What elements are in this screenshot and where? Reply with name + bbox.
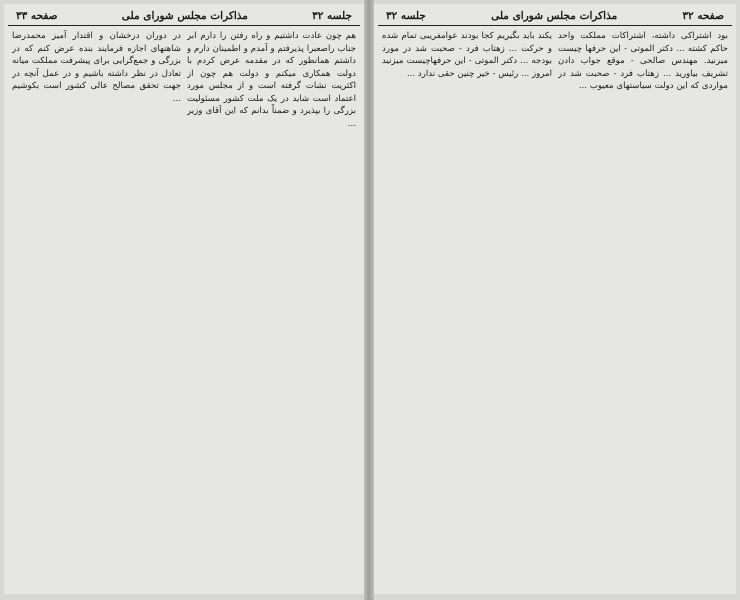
left-page-header bbox=[8, 4, 360, 26]
right-page-left-column-text: یکند باید بگیریم کجا بودند عوامفریبی تمام شده و حرکت ... زهتاب فرد - صحبت شد در مورد بودجه ... دکتر الموتی - این حرفهاچیست میزنید امروز ... رئیس - خیر چنین حقی ندارد ... bbox=[382, 31, 552, 79]
right-page-left-column bbox=[382, 30, 552, 582]
right-header-title: مذاکرات مجلس شورای ملی bbox=[491, 10, 618, 22]
left-header-title: مذاکرات مجلس شورای ملی bbox=[121, 10, 248, 22]
right-header-page-number: صفحه ۳۲ bbox=[682, 10, 724, 22]
right-header-session: جلسه ۳۲ bbox=[386, 10, 426, 22]
left-page-right-column bbox=[187, 30, 356, 582]
left-page-right-column-text: هم چون عادت داشتیم و راه رفتن را دارم ابر جناب راصعبرا پذیرفتم و آمدم و اطمینان دارم و داشتم همانطور که در مقدمه عرض کردم با دولت همکاری میکنم و دولت هم چون از اکثریت نشات گرفته است و از مجلس مورد اعتماد است شاید در یک ملت کشور مسئولیت بزرگی را بپذیرد و ضمناً بدانم که این آقای وزیر ... bbox=[187, 31, 356, 129]
book-gutter bbox=[364, 0, 374, 600]
right-page-right-column-text: بود اشتراکی داشته، اشتراکات مملکت واحد حاکم کشته ... دکتر الموتی - این حرفها چیست میزنید. مهندس صالحی - موقع جواب دادن تشریف بیاورید ... زهتاب فرد - صحبت شد در مواردی که این دولت سیاستهای معیوب ... bbox=[558, 31, 728, 92]
left-page-left-column-text: در دوران درخشان و اقتدار آمیز محمدرضا شاهنهای اجازه فرمایند بنده عرض کنم که در بزرگی و جمع‌گرایی برای پیشرفت مملکت میانه تعادل در نظر داشته باشیم و در عمل آنچه در جهت تحقق مصالح عالی کشور است بکوشیم ... bbox=[12, 31, 181, 104]
right-page-right-column bbox=[558, 30, 728, 582]
right-page-header bbox=[378, 4, 732, 26]
left-header-session: جلسه ۳۲ bbox=[312, 10, 352, 22]
left-page-columns bbox=[4, 26, 364, 582]
left-page-left-column bbox=[12, 30, 181, 582]
right-page bbox=[374, 4, 736, 594]
left-header-page-number: صفحه ۳۳ bbox=[16, 10, 58, 22]
right-page-columns bbox=[374, 26, 736, 582]
left-page bbox=[4, 4, 364, 594]
